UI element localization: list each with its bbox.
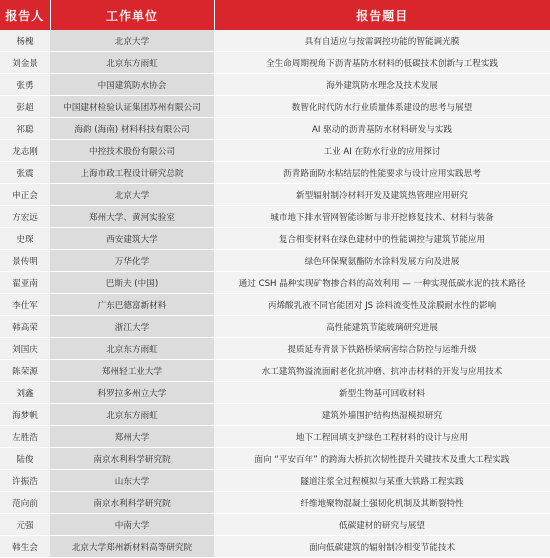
report-topic: 新型辐射制冷材料开发及建筑热管理应用研究 [214,184,550,206]
report-topic: 面向低碳建筑的辐射制冷相变节能技术 [214,536,550,558]
work-unit: 郑州轻工业大学 [50,360,214,382]
reporter-name: 陈荣源 [0,360,50,382]
table-row [0,338,550,360]
table-row [0,228,550,250]
header-row [0,0,550,30]
work-unit: 上海市政工程设计研究总院 [50,162,214,184]
table-header [0,0,550,30]
table-row [0,404,550,426]
table-row [0,74,550,96]
report-topic: 工业 AI 在防水行业的应用探讨 [214,140,550,162]
table-row [0,140,550,162]
report-topic: 绿色环保聚氨酯防水涂料发展方向及进展 [214,250,550,272]
table-row [0,118,550,140]
work-unit: 中国建筑防水协会 [50,74,214,96]
table-row [0,30,550,52]
reporter-name: 海梦帆 [0,404,50,426]
table-row [0,184,550,206]
table-row [0,162,550,184]
reporter-name: 刘鑫 [0,382,50,404]
reporter-name: 彭超 [0,96,50,118]
work-unit: 中国建材检验认证集团苏州有限公司 [50,96,214,118]
table-row [0,272,550,294]
work-unit: 西安建筑大学 [50,228,214,250]
reporter-name: 刘金景 [0,52,50,74]
reporter-name: 李仕军 [0,294,50,316]
report-topic: 城市地下排水管网智能诊断与非开挖修复技术、材料与装备 [214,206,550,228]
table-row [0,96,550,118]
table-row [0,536,550,558]
reporter-name: 左胜浩 [0,426,50,448]
report-topic: 低碳建材的研究与展望 [214,514,550,536]
table-row [0,316,550,338]
work-unit: 海韵 (海南) 材料科技有限公司 [50,118,214,140]
reporter-name: 杨槐 [0,30,50,52]
reporter-name: 景传明 [0,250,50,272]
work-unit: 巴斯夫 (中国) [50,272,214,294]
work-unit: 山东大学 [50,470,214,492]
work-unit: 北京东方雨虹 [50,52,214,74]
work-unit: 南京水利科学研究院 [50,492,214,514]
work-unit: 北京东方雨虹 [50,404,214,426]
table-row [0,470,550,492]
report-topic: 海外建筑防水理念及技术发展 [214,74,550,96]
table-body [0,30,550,558]
report-topic: 提质延寿背景下铁路桥梁病害综合防控与运维升级 [214,338,550,360]
report-topic: 丙烯酸乳液不同官能团对 JS 涂料流变性及涂膜耐水性的影响 [214,294,550,316]
work-unit: 南京水利科学研究院 [50,448,214,470]
reporter-name: 史琛 [0,228,50,250]
report-topic: 纤维地聚物混凝土强韧化机制及其断裂特性 [214,492,550,514]
work-unit: 中南大学 [50,514,214,536]
report-topic: 高性能建筑节能玻璃研究进展 [214,316,550,338]
header-reporter: 报告人 [0,0,50,30]
reporter-name: 翟亚南 [0,272,50,294]
report-topic: 数智化时代防水行业质量体系建设的思考与展望 [214,96,550,118]
work-unit: 广东巴德富新材料 [50,294,214,316]
report-topic: 建筑外墙围护结构热湿模拟研究 [214,404,550,426]
report-topic: 具有自适应与按需调控功能的智能调光膜 [214,30,550,52]
table-row [0,294,550,316]
reporter-name: 龙志刚 [0,140,50,162]
reporter-name: 许振浩 [0,470,50,492]
report-topic: 通过 CSH 晶种实现矿物掺合料的高效利用 — 一种实现低碳水泥的技术路径 [214,272,550,294]
reporter-name: 韩高荣 [0,316,50,338]
header-topic: 报告题目 [214,0,550,30]
reporter-name: 韩生会 [0,536,50,558]
table-row [0,206,550,228]
work-unit: 北京大学 [50,184,214,206]
work-unit: 北京东方雨虹 [50,338,214,360]
report-topic: 水工建筑物溢流面耐老化抗冲磨、抗冲击材料的开发与应用技术 [214,360,550,382]
work-unit: 科罗拉多州立大学 [50,382,214,404]
reporter-name: 陆俊 [0,448,50,470]
table-row [0,514,550,536]
table-row [0,492,550,514]
table-row [0,448,550,470]
reporter-name: 张震 [0,162,50,184]
reporter-name: 祁聪 [0,118,50,140]
report-topic: 隧道注浆全过程模拟与某重大铁路工程实践 [214,470,550,492]
reporter-name: 元强 [0,514,50,536]
work-unit: 郑州大学、黄河实验室 [50,206,214,228]
report-topic: 全生命周期视角下沥青基防水材料的低碳技术创新与工程实践 [214,52,550,74]
table-row [0,250,550,272]
report-topic: 面向 “平安百年” 的跨海大桥抗次韧性提升关键技术及重大工程实践 [214,448,550,470]
reporter-name: 方宏远 [0,206,50,228]
work-unit: 中控技术股份有限公司 [50,140,214,162]
header-org: 工作单位 [50,0,214,30]
report-topic: 地下工程回填支护绿色工程材料的设计与应用 [214,426,550,448]
table-row [0,426,550,448]
work-unit: 郑州大学 [50,426,214,448]
report-topic: AI 驱动的沥青基防水材料研发与实践 [214,118,550,140]
work-unit: 北京大学郑州新材料高等研究院 [50,536,214,558]
report-topic: 复合相变材料在绿色建材中的性能调控与建筑节能应用 [214,228,550,250]
table-row [0,360,550,382]
report-topic: 沥青路面防水粘结层的性能要求与设计应用实践思考 [214,162,550,184]
work-unit: 浙江大学 [50,316,214,338]
report-topic: 新型生物基可回收材料 [214,382,550,404]
table-row [0,382,550,404]
reporter-name: 申正会 [0,184,50,206]
reporter-name: 刘国庆 [0,338,50,360]
work-unit: 北京大学 [50,30,214,52]
reporter-name: 张勇 [0,74,50,96]
table-row [0,52,550,74]
reporter-name: 范向前 [0,492,50,514]
work-unit: 万华化学 [50,250,214,272]
